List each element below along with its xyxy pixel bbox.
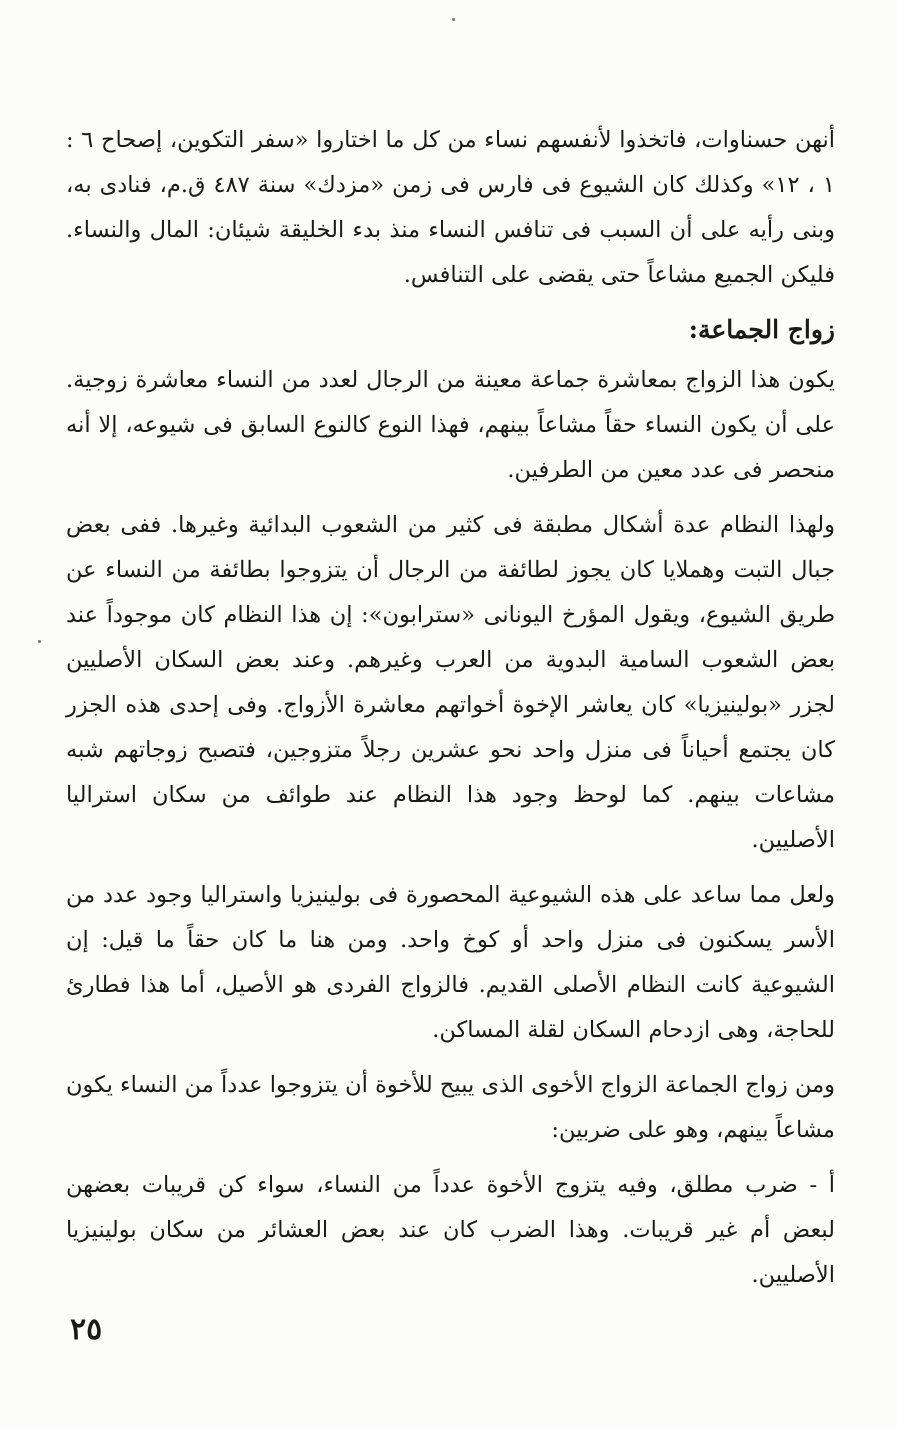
paragraph-brotherly-marriage: ومن زواج الجماعة الزواج الأخوى الذى يبيح للأخوة أن يتزوجوا عدداً من النساء يكون مشاعاً بينهم، وهو على ضربين: bbox=[66, 1072, 835, 1143]
paragraph-causes: ولعل مما ساعد على هذه الشيوعية المحصورة فى بولينيزيا واستراليا وجود عدد من الأسر يسكنون فى منزل واحد أو كوخ واحد. ومن هنا ما كان حقاً ما قيل: إن الشيوعية كانت النظام الأصلى القديم. فالزواج الفردى هو الأصيل، أما هذا فطارئ للحاجة، وهى ازدحام السكان لقلة المساكن. bbox=[66, 882, 835, 1043]
page-number: ٢٥ bbox=[70, 1312, 103, 1347]
paragraph-forms: ولهذا النظام عدة أشكال مطبقة فى كثير من الشعوب البدائية وغيرها. ففى بعض جبال التبت وهملايا كان يجوز لطائفة من الرجال أن يتزوجوا بطائفة من النساء عن طريق الشيوع، ويقول المؤرخ اليونانى «سترابون»: إن هذا النظام كان موجوداً عند بعض الشعوب السامية البدوية من العرب وغيرهم. وعند بعض السكان الأصليين لجزر «بولينيزيا» كان يعاشر الإخوة أخواتهم معاشرة الأزواج. وفى إحدى هذه الجزر كان يجتمع أحياناً فى منزل واحد نحو عشرين رجلاً متزوجين، فتصبح زوجاتهم شبه مشاعات بينهم. كما لوحظ وجود هذا النظام عند طوائف من سكان استراليا الأصليين. bbox=[66, 512, 835, 853]
paragraph-definition: يكون هذا الزواج بمعاشرة جماعة معينة من الرجال لعدد من النساء معاشرة زوجية. على أن يكون النساء حقاً مشاعاً بينهم، فهذا النوع كالنوع السابق فى شيوعه، إلا أنه منحصر فى عدد معين من الطرفين. bbox=[66, 367, 835, 483]
section-heading: زواج الجماعة: bbox=[688, 315, 835, 344]
paragraph-type-a: أ - ضرب مطلق، وفيه يتزوج الأخوة عدداً من النساء، سواء كن قريبات بعضهن لبعض أم غير قريبات. وهذا الضرب كان عند بعض العشائر من سكان بولينيزيا الأصليين. bbox=[66, 1172, 835, 1288]
scan-speck bbox=[452, 18, 455, 21]
scan-speck bbox=[38, 640, 41, 643]
paragraph-intro: أنهن حسناوات، فاتخذوا لأنفسهم نساء من كل ما اختاروا «سفر التكوين، إصحاح ٦ : ١ ، ١٢» وكذلك كان الشيوع فى فارس فى زمن «مزدك» سنة ٤٨٧ ق.م، فنادى به، وبنى رأيه على أن السبب فى تنافس النساء منذ بدء الخليقة شيئان: المال والنساء. فليكن الجميع مشاعاً حتى يقضى على التنافس. bbox=[66, 127, 835, 288]
